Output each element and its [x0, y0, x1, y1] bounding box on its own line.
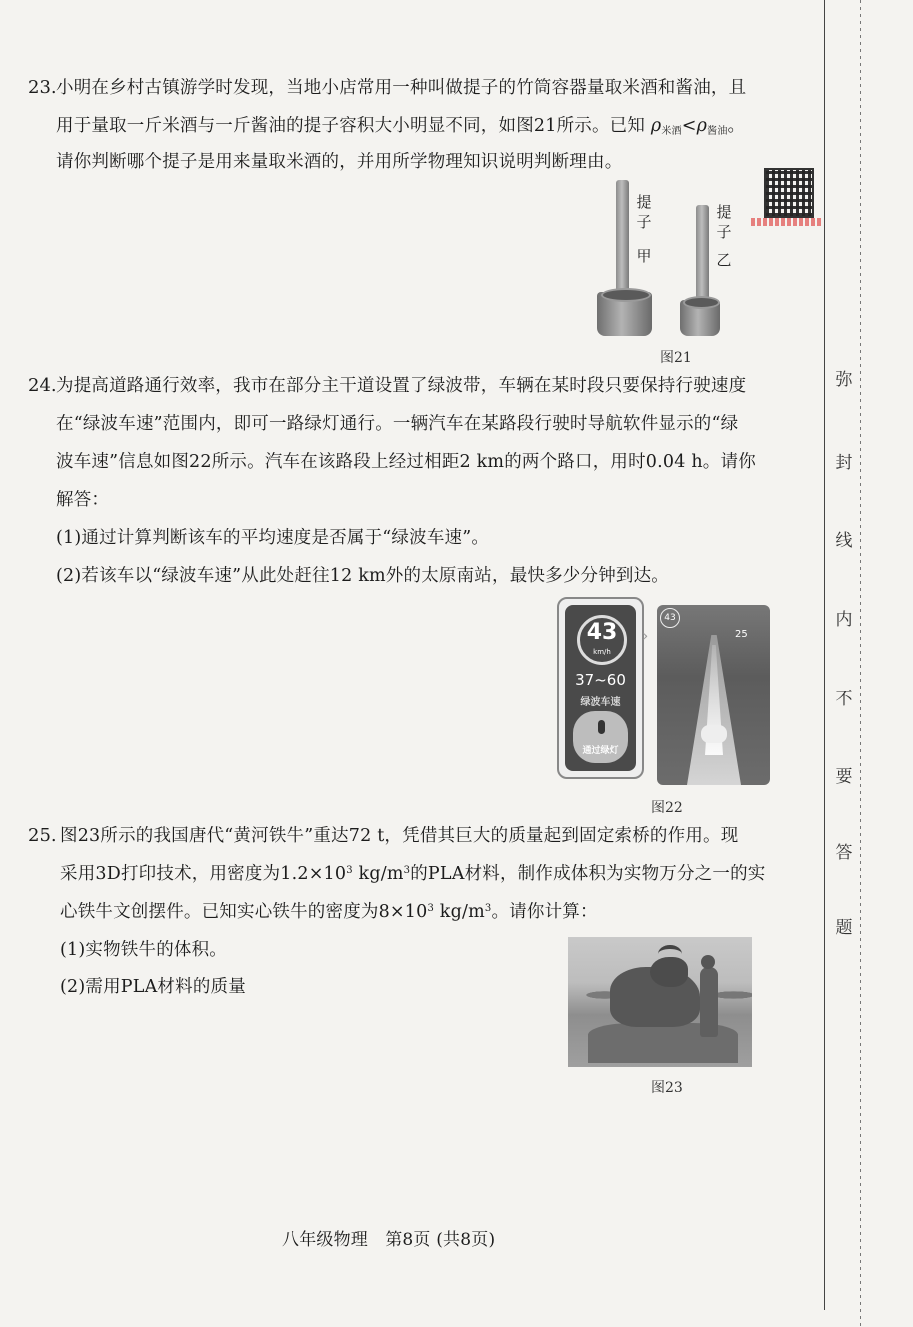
- q24-line-4: 解答：: [56, 490, 110, 510]
- q24-line-2: 在“绿波车速”范围内，即可一路绿灯通行。一辆汽车在某路段行驶时导航软件显示的“绿: [56, 414, 739, 434]
- nav-limit: 25: [735, 629, 748, 640]
- q24-part-1: (1)通过计算判断该车的平均速度是否属于“绿波车速”。: [56, 528, 490, 548]
- q24-line-3: 波车速”信息如图22所示。汽车在该路段上经过相距2 km的两个路口，用时0.04 h。请你: [56, 452, 756, 472]
- tizi-yi-label: 提 子 乙: [716, 203, 732, 269]
- seal-char: 答: [835, 843, 853, 863]
- q25-line-1: 图23所示的我国唐代“黄河铁牛”重达72 t，凭借其巨大的质量起到固定索桥的作用。现: [60, 826, 739, 846]
- q24-part-2: (2)若该车以“绿波车速”从此处赶往12 km外的太原南站，最快多少分钟到达。: [56, 566, 670, 586]
- figure-23-iron-ox-photo: [568, 937, 752, 1067]
- seal-char: 要: [835, 767, 853, 787]
- page-footer: 八年级物理 第8页 (共8页): [282, 1230, 496, 1250]
- qr-code-icon: [764, 168, 814, 218]
- seal-char: 封: [835, 453, 853, 473]
- q25-part-2: (2)需用PLA材料的质量: [60, 977, 246, 997]
- pass-green-label: 通过绿灯: [582, 746, 619, 756]
- traffic-light-pill: [573, 711, 628, 763]
- figure-23-caption: 图23: [651, 1080, 683, 1096]
- seal-char: 不: [835, 689, 853, 709]
- q23-line-3: 请你判断哪个提子是用来量取米酒的，并用所学物理知识说明判断理由。: [56, 152, 623, 172]
- tizi-jia-label: 提 子 甲: [636, 193, 652, 265]
- q23-line-2: 用于量取一斤米酒与一斤酱油的提子容积大小明显不同，如图21所示。已知 $\rho_{米酒}<\rho_{酱油}$。: [56, 116, 746, 137]
- green-wave-label: 绿波车速: [580, 697, 621, 708]
- chevron-right-icon: ›: [642, 626, 649, 645]
- qr-note: [751, 218, 821, 226]
- green-wave-range: 37~60: [575, 671, 626, 689]
- q25-line-3: 心铁牛文创摆件。已知实心铁牛的密度为$8\times 10^3$ $kg/m^3$。请你计算：: [60, 902, 598, 922]
- figure-22-caption: 图22: [651, 800, 683, 816]
- q24-line-1: 为提高道路通行效率，我市在部分主干道设置了绿波带，车辆在某时段只要保持行驶速度: [56, 376, 747, 396]
- seal-char: 弥: [835, 370, 853, 390]
- seal-char: 线: [835, 531, 853, 551]
- q25-part-1: (1)实物铁牛的体积。: [60, 940, 227, 960]
- q25-number: 25.: [28, 825, 57, 846]
- figure-21-caption: 图21: [660, 350, 692, 366]
- q24-number: 24.: [28, 375, 57, 396]
- nav-speed-badge: 43: [660, 608, 680, 628]
- seal-dashed-line: [860, 0, 861, 1327]
- speed-gauge: 43 km/h: [577, 615, 627, 665]
- figure-22-nav-screen: [657, 605, 770, 785]
- q25-line-2: 采用3D打印技术，用密度为$1.2\times 10^3$ $kg/m^3$的PLA材料，制作成体积为实物万分之一的实: [60, 864, 766, 884]
- traffic-light-icon: [598, 720, 605, 734]
- seal-char: 内: [835, 610, 853, 630]
- figure-22-phone: [557, 597, 644, 779]
- seal-char: 题: [835, 918, 853, 938]
- seal-divider: [824, 0, 825, 1310]
- q23-number: 23.: [28, 77, 57, 98]
- q23-line-1: 小明在乡村古镇游学时发现，当地小店常用一种叫做提子的竹筒容器量取米酒和酱油，且: [56, 78, 747, 98]
- car-icon: [701, 725, 727, 743]
